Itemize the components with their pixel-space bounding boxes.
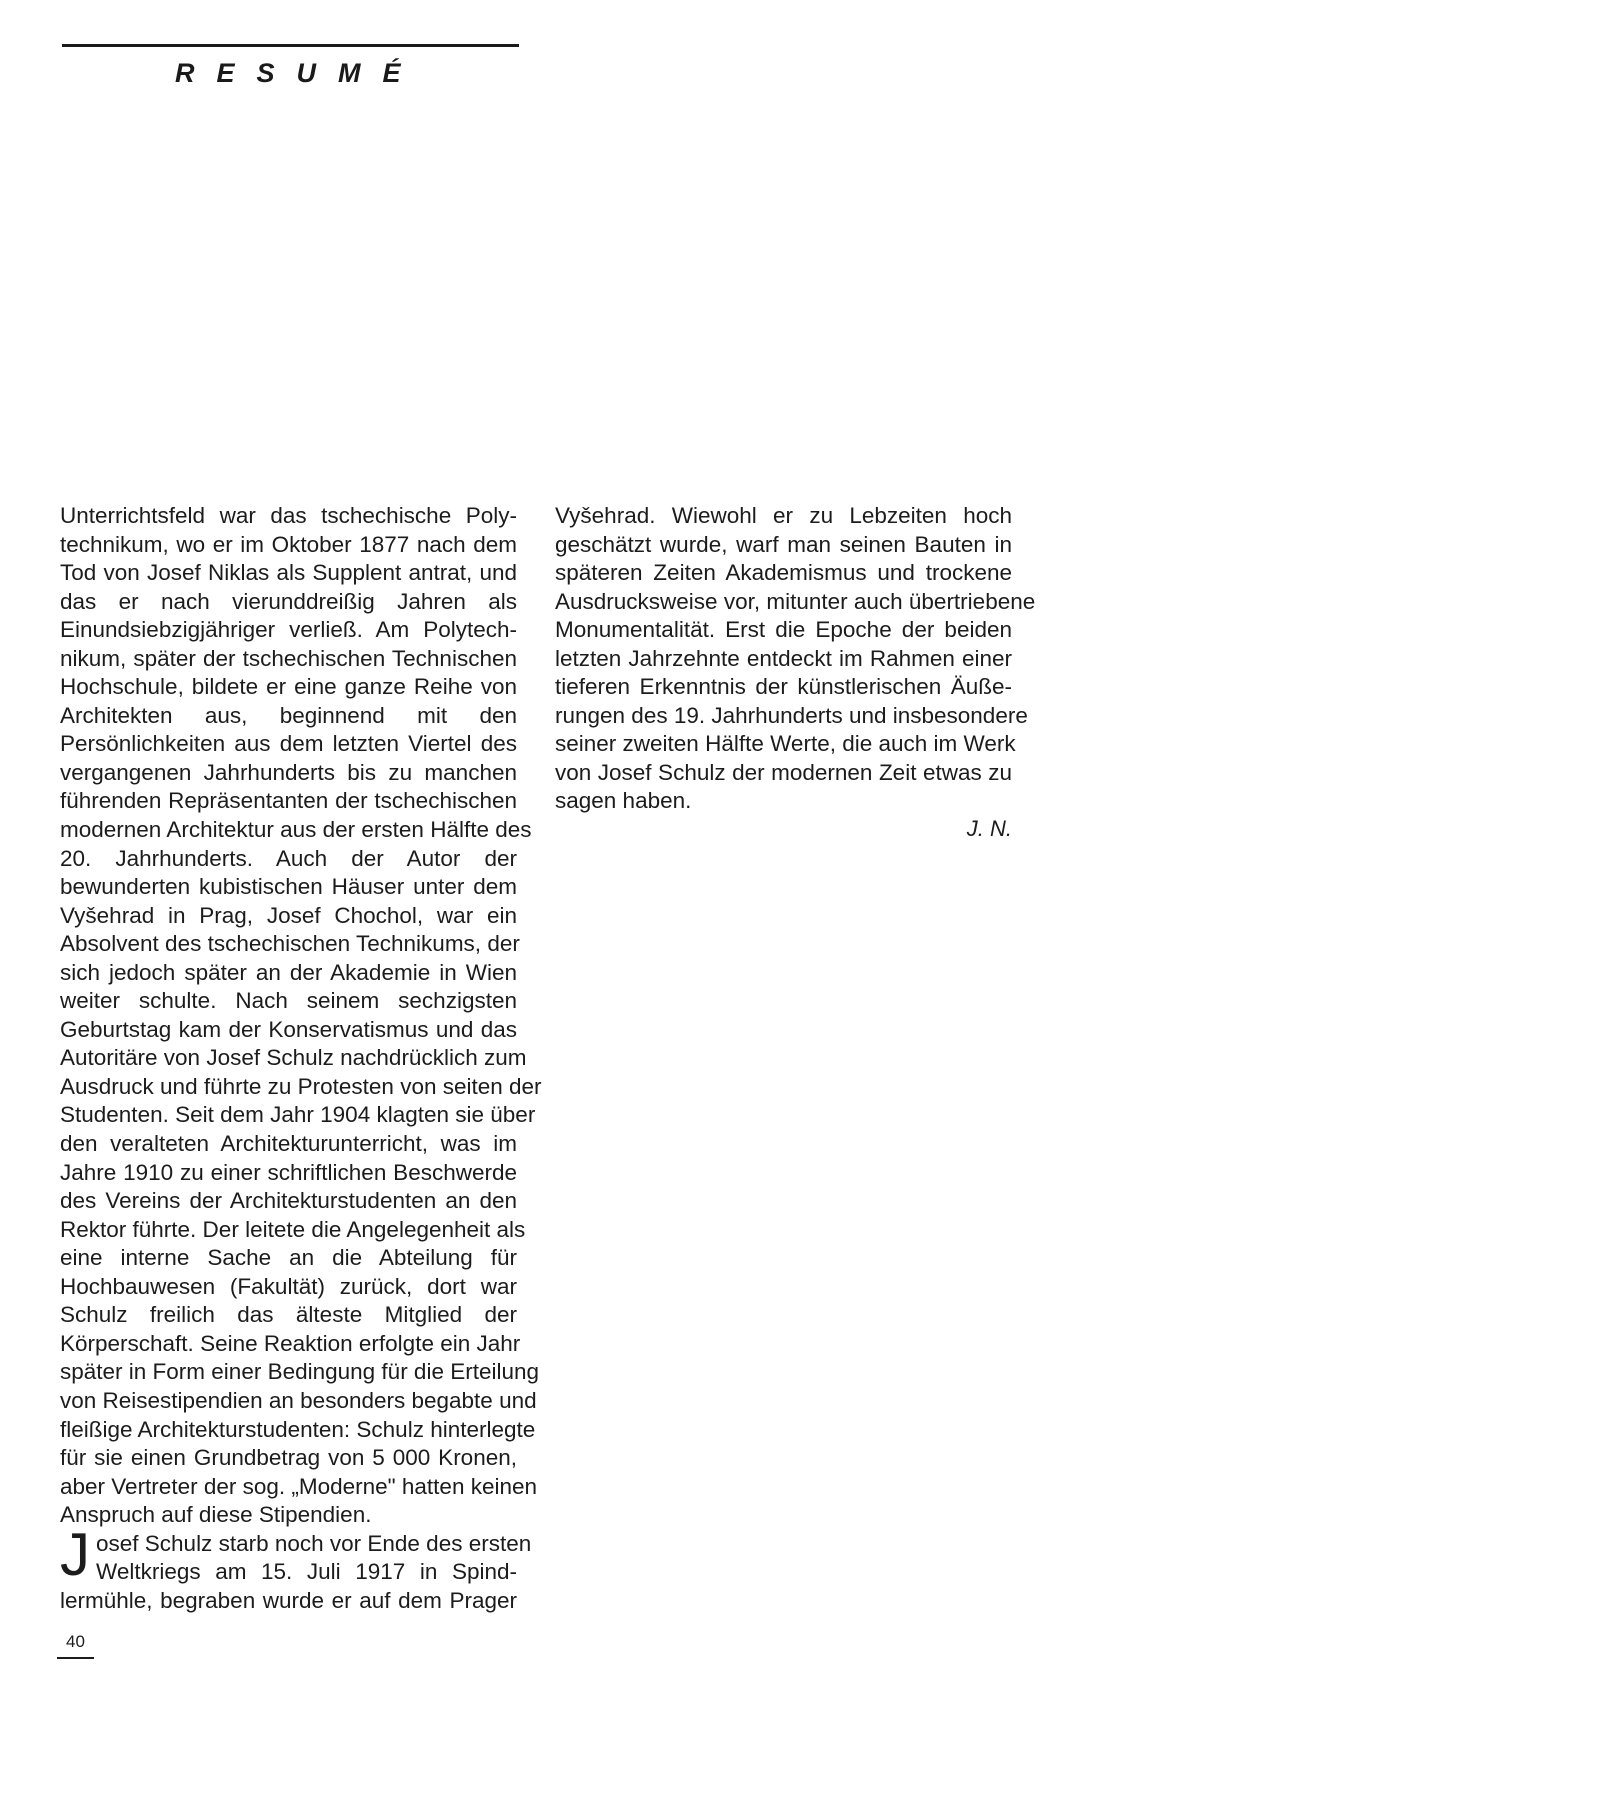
text-line: fleißige Architekturstudenten: Schulz hinterlegte [60,1416,536,1442]
text-line: Vyšehrad. Wiewohl er zu Lebzeiten hoch [555,503,1012,528]
text-line: Ausdrucksweise vor, mitunter auch übertriebene [555,588,1036,614]
text-line: Absolvent des tschechischen Technikums, der [60,931,520,957]
text-line: Weltkriegs am 15. Juli 1917 in Spind- [96,1559,517,1585]
text-line: Anspruch auf diese Stipendien. [60,1502,372,1528]
text-line: Rektor führte. Der leitete die Angelegenheit als [60,1216,526,1242]
text-line: Autoritäre von Josef Schulz nachdrücklich zum [60,1045,527,1071]
text-line: vergangenen Jahrhunderts bis zu manchen [60,759,517,785]
text-line: Schulz freilich das älteste Mitglied der [60,1302,517,1328]
heading-letter: É [382,58,401,88]
text-line: eine interne Sache an die Abteilung für [60,1245,517,1271]
text-line: modernen Architektur aus der ersten Hälfte des [60,817,532,843]
text-line: weiter schulte. Nach seinem sechzigsten [60,988,517,1014]
author-signature: J. N. [966,816,1012,841]
text-line: Hochbauwesen (Fakultät) zurück, dort war [60,1273,517,1299]
text-line: rungen des 19. Jahrhunderts und insbesondere [555,702,1028,728]
text-line: Geburtstag kam der Konservatismus und das [60,1016,517,1042]
section-heading [175,58,423,89]
heading-letter: U [296,58,317,88]
text-line: den veralteten Architekturunterricht, was im [60,1131,517,1157]
text-line: Unterrichtsfeld war das tschechische Poly- [60,503,517,528]
drop-cap: J [60,1521,90,1588]
left-text-column [60,502,542,1615]
heading-letter: S [256,58,275,88]
text-line: Persönlichkeiten aus dem letzten Viertel des [60,731,517,757]
text-line: Monumentalität. Erst die Epoche der beiden [555,617,1012,643]
heading-letter: M [338,58,361,88]
text-line: Architekten aus, beginnend mit den [60,702,517,728]
text-line: lermühle, begraben wurde er auf dem Prager [60,1587,517,1613]
text-line: Vyšehrad in Prag, Josef Chochol, war ein [60,902,517,928]
header-rule [62,44,519,47]
page-number: 40 [66,1632,85,1651]
text-line: technikum, wo er im Oktober 1877 nach dem [60,531,517,557]
text-line: sagen haben. [555,788,692,814]
heading-letter: R [175,58,195,88]
heading-letter: E [216,58,235,88]
text-line: aber Vertreter der sog. „Moderne" hatten keinen [60,1473,538,1499]
text-line: sich jedoch später an der Akademie in Wien [60,959,517,985]
text-line: tieferen Erkenntnis der künstlerischen Äuße- [555,674,1012,700]
text-line: führenden Repräsentanten der tschechischen [60,788,517,814]
text-line: Ausdruck und führte zu Protesten von seiten der [60,1073,542,1099]
text-line: letzten Jahrzehnte entdeckt im Rahmen einer [555,645,1012,671]
text-line: geschätzt wurde, warf man seinen Bauten in [555,531,1012,557]
text-line: das er nach vierunddreißig Jahren als [60,588,517,614]
text-line: für sie einen Grundbetrag von 5 000 Kronen, [60,1445,517,1471]
text-line: 20. Jahrhunderts. Auch der Autor der [60,845,517,871]
text-line: Hochschule, bildete er eine ganze Reihe von [60,674,517,700]
text-line: bewunderten kubistischen Häuser unter dem [60,874,517,900]
text-line: später in Form einer Bedingung für die Erteilung [60,1359,540,1385]
text-line: osef Schulz starb noch vor Ende des ersten [96,1530,532,1556]
text-line: seiner zweiten Hälfte Werte, die auch im Werk [555,731,1016,757]
right-text-column [555,502,1036,816]
text-line: des Vereins der Architekturstudenten an den [60,1188,517,1214]
page-number-rule [57,1657,94,1659]
text-line: Tod von Josef Niklas als Supplent antrat, und [60,560,517,586]
text-line: nikum, später der tschechischen Technischen [60,645,517,671]
text-line: Studenten. Seit dem Jahr 1904 klagten sie über [60,1102,536,1128]
text-line: Jahre 1910 zu einer schriftlichen Beschwerde [60,1159,517,1185]
text-line: Einundsiebzigjähriger verließ. Am Polytech- [60,617,517,643]
text-line: Körperschaft. Seine Reaktion erfolgte ein Jahr [60,1330,521,1356]
text-line: späteren Zeiten Akademismus und trockene [555,560,1012,586]
text-line: von Reisestipendien an besonders begabte und [60,1387,537,1413]
text-line: von Josef Schulz der modernen Zeit etwas zu [555,759,1012,785]
